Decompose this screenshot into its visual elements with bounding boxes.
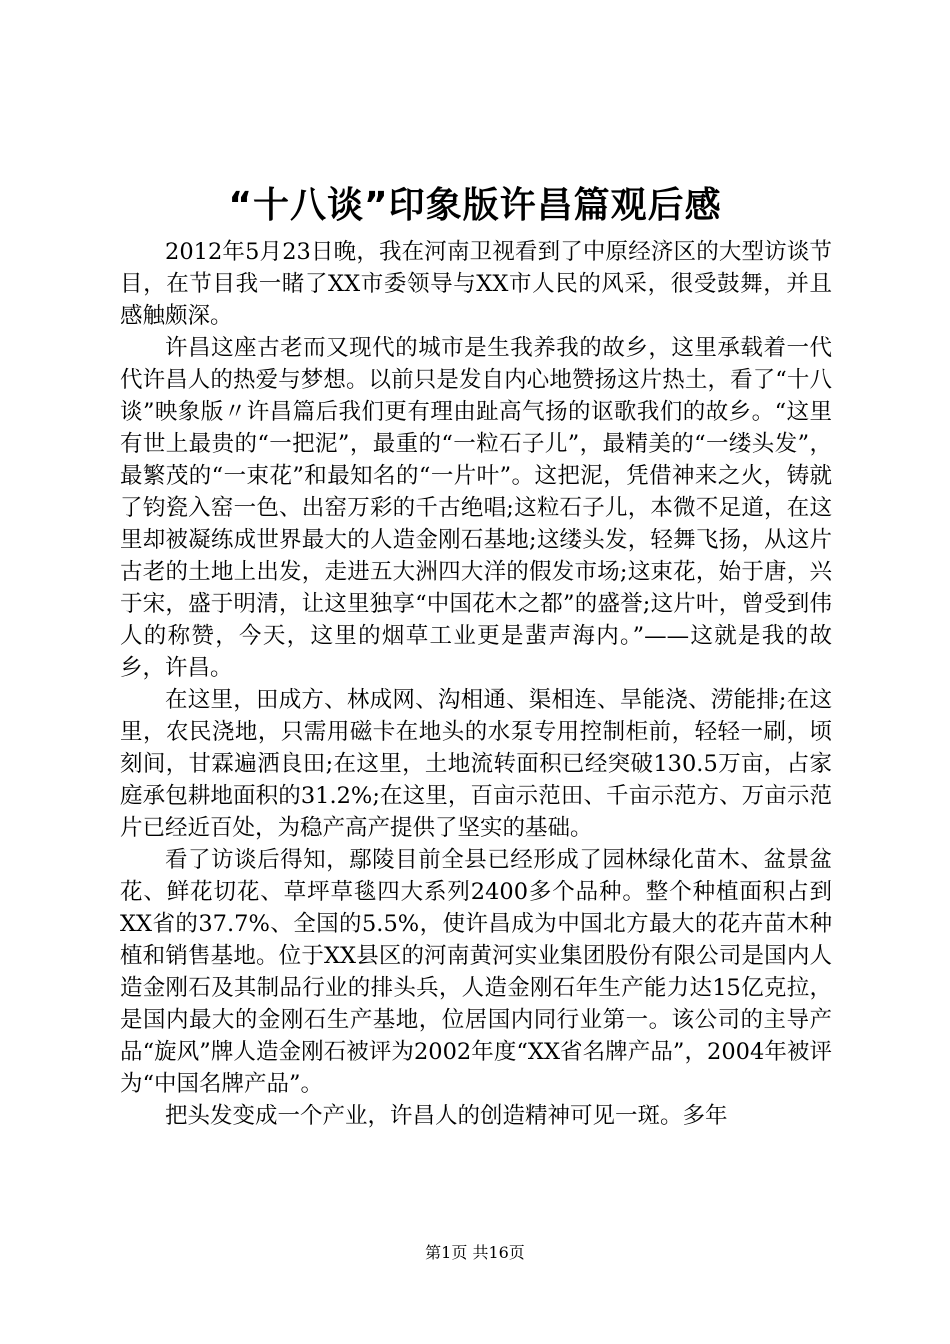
document-title: “十八谈”印象版许昌篇观后感 [228, 185, 722, 226]
paragraph: 在这里，田成方、林成网、沟相通、渠相连、旱能浇、涝能排;在这里，农民浇地，只需用磁卡在地头的水泵专用控制柜前，轻轻一刷，顷刻间，甘霖遍洒良田;在这里，土地流转面积已经突破130.5万亩，占家庭承包耕地面积的31.2%;在这里，百亩示范田、千亩示范方、万亩示范片已经近百处，为稳产高产提供了坚实的基础。 [120, 687, 832, 841]
paragraph: 看了访谈后得知，鄢陵目前全县已经形成了园林绿化苗木、盆景盆花、鲜花切花、草坪草毯四大系列2400多个品种。整个种植面积占到XX省的37.7%、全国的5.5%，使许昌成为中国北方最大的花卉苗木种植和销售基地。位于XX县区的河南黄河实业集团股份有限公司是国内人造金刚石及其制品行业的排头兵，人造金刚石年生产能力达15亿克拉，是国内最大的金刚石生产基地，位居国内同行业第一。该公司的主导产品“旋风”牌人造金刚石被评为2002年度“XX省名牌产品”，2004年被评为“中国名牌产品”。 [120, 847, 832, 1097]
page-footer: 第1页 共16页 [425, 1243, 525, 1262]
paragraph: 把头发变成一个产业，许昌人的创造精神可见一斑。多年 [165, 1103, 728, 1129]
paragraph: 2012年5月23日晚，我在河南卫视看到了中原经济区的大型访谈节目，在节目我一睹了XX市委领导与XX市人民的风采，很受鼓舞，并且感触颇深。 [120, 239, 832, 329]
document-body [120, 236, 832, 1132]
paragraph: 许昌这座古老而又现代的城市是生我养我的故乡，这里承载着一代代许昌人的热爱与梦想。以前只是发自内心地赞扬这片热土，看了“十八谈”映象版〃许昌篇后我们更有理由趾高气扬的讴歌我们的故乡。“这里有世上最贵的“一把泥”，最重的“一粒石子儿”，最精美的“一缕头发”，最繁茂的“一束花”和最知名的“一片叶”。这把泥，凭借神来之火，铸就了钧瓷入窑一色、出窑万彩的千古绝唱;这粒石子儿，本微不足道，在这里却被凝练成世界最大的人造金刚石基地;这缕头发，轻舞飞扬，从这片古老的土地上出发，走进五大洲四大洋的假发市场;这束花，始于唐，兴于宋，盛于明清，让这里独享“中国花木之都”的盛誉;这片叶，曾受到伟人的称赞，今天，这里的烟草工业更是蜚声海内。”——这就是我的故乡，许昌。 [120, 335, 832, 681]
